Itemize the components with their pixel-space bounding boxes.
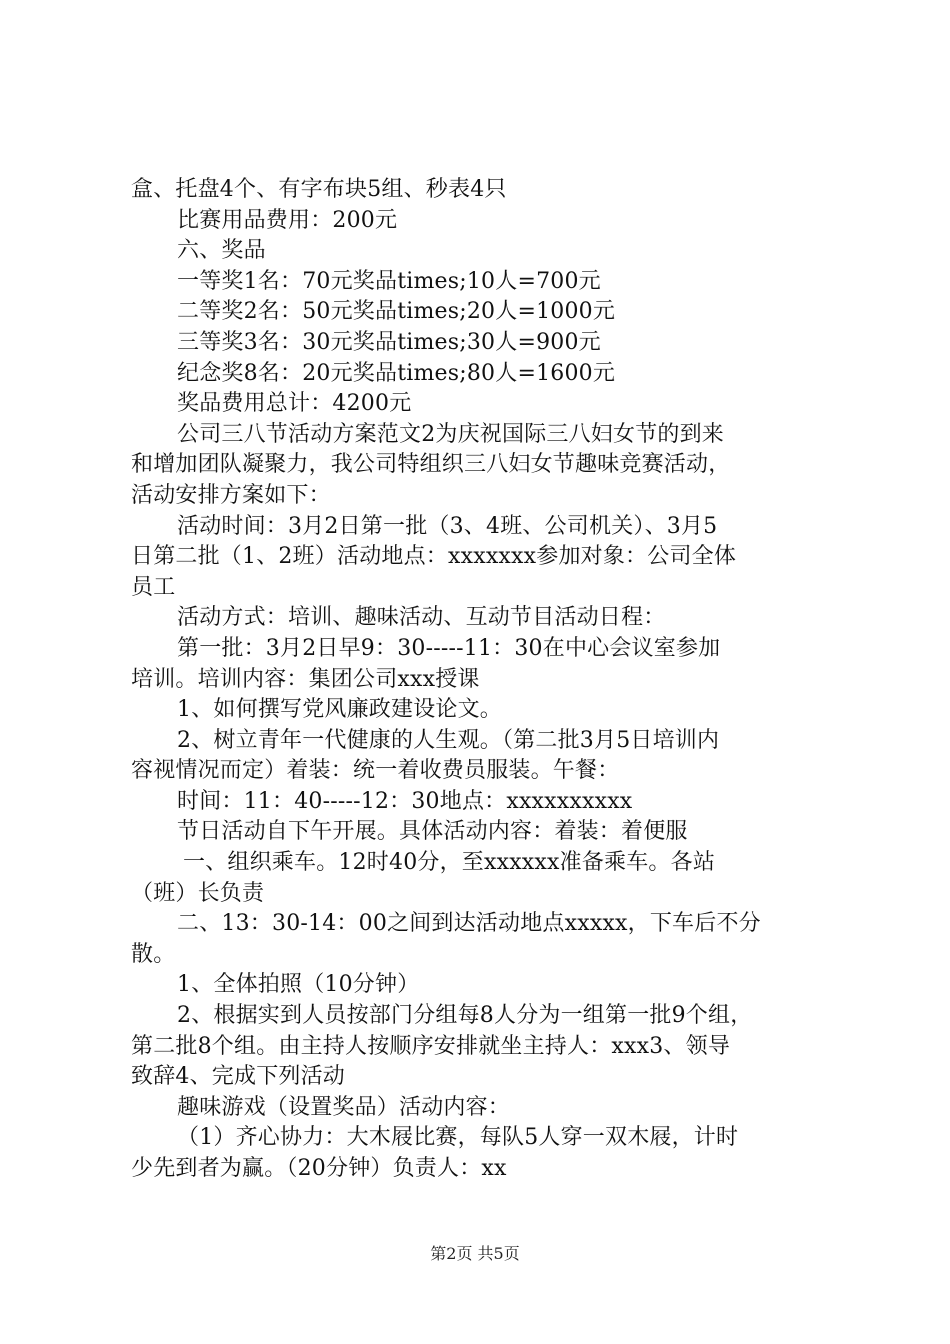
text-line: 三等奖3名：30元奖品times;30人=900元 [177, 329, 601, 355]
text-line: （班）长负责 [131, 880, 265, 906]
text-line: 活动时间：3月2日第一批（3、4班、公司机关）、3月5 [177, 513, 718, 539]
text-line: 纪念奖8名：20元奖品times;80人=1600元 [177, 360, 616, 386]
text-line: 容视情况而定）着装：统一着收费员服装。午餐： [131, 758, 620, 784]
text-line: 比赛用品费用：200元 [177, 207, 398, 233]
text-line: 节日活动自下午开展。具体活动内容：着装：着便服 [177, 819, 688, 845]
section-heading: 六、奖品 [177, 238, 266, 264]
text-line: 第一批：3月2日早9：30-----11：30在中心会议室参加 [177, 635, 721, 661]
text-line: （1）齐心协力：大木屐比赛，每队5人穿一双木屐，计时 [177, 1125, 739, 1151]
text-line: 时间：11：40-----12：30地点：xxxxxxxxxx [177, 788, 633, 814]
text-line: 盒、托盘4个、有字布块5组、秒表4只 [131, 177, 507, 202]
text-line: 趣味游戏（设置奖品）活动内容： [177, 1094, 511, 1120]
text-line: 二等奖2名：50元奖品times;20人=1000元 [177, 299, 616, 325]
text-line: 少先到者为赢。（20分钟）负责人：xx [131, 1156, 507, 1181]
page-number-footer: 第2页 共5页 [430, 1244, 520, 1263]
text-line: 散。 [131, 941, 176, 967]
text-line: 1、全体拍照（10分钟） [177, 972, 420, 998]
text-line: 二、13：30-14：00之间到达活动地点xxxxx，下车后不分 [177, 911, 761, 937]
text-line: 和增加团队凝聚力，我公司特组织三八妇女节趣味竞赛活动， [131, 452, 731, 478]
text-line: 员工 [131, 574, 176, 600]
text-line: 公司三八节活动方案范文2为庆祝国际三八妇女节的到来 [177, 421, 724, 447]
text-line: 一等奖1名：70元奖品times;10人=700元 [177, 268, 601, 294]
text-line: 培训。培训内容：集团公司xxx授课 [131, 666, 480, 692]
document-body [131, 175, 841, 1185]
text-line: 奖品费用总计：4200元 [177, 391, 412, 417]
text-line: 日第二批（1、2班）活动地点：xxxxxxx参加对象：公司全体 [131, 544, 737, 570]
text-line: 2、树立青年一代健康的人生观。（第二批3月5日培训内 [177, 727, 720, 753]
text-line: 1、如何撰写党风廉政建设论文。 [177, 697, 502, 723]
text-line: 第二批8个组。由主持人按顺序安排就坐主持人：xxx3、领导 [131, 1033, 731, 1059]
text-line: 一、组织乘车。12时40分，至xxxxxx准备乘车。各站 [183, 850, 716, 876]
text-line: 活动安排方案如下： [131, 482, 331, 508]
text-line: 活动方式：培训、趣味活动、互动节目活动日程： [177, 605, 666, 631]
text-line: 致辞4、完成下列活动 [131, 1064, 345, 1090]
text-line: 2、根据实到人员按部门分组每8人分为一组第一批9个组， [177, 1003, 753, 1029]
